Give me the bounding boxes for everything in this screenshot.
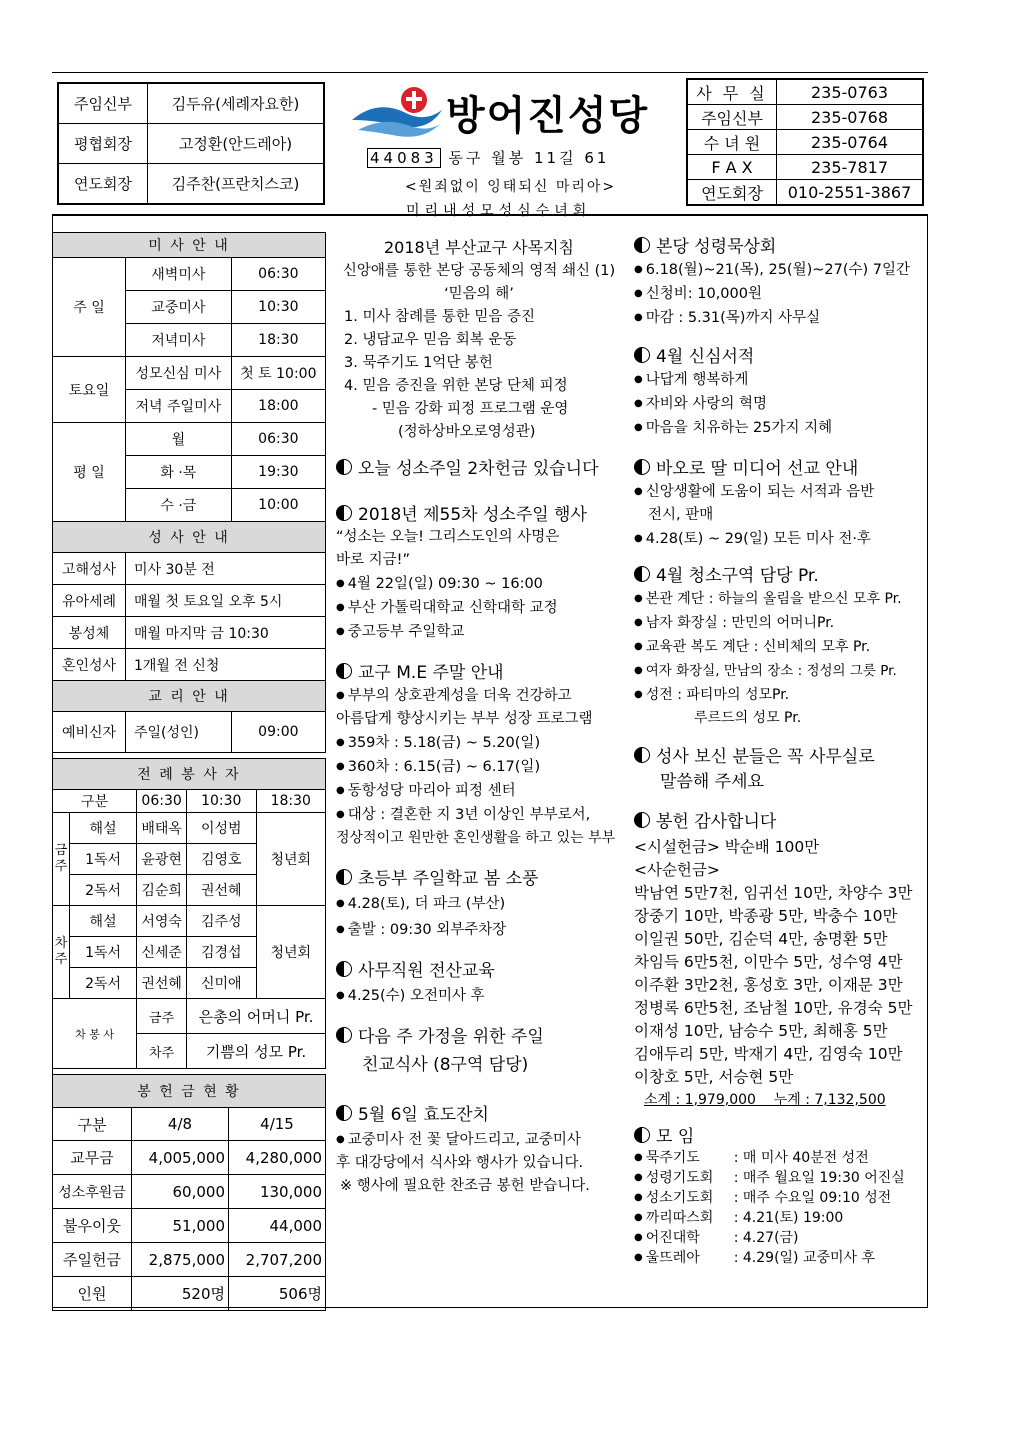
picnic-item: ● 4.28(토), 더 파크 (부산)	[336, 892, 622, 916]
lent-line: 박남연 5만7천, 임귀선 10만, 차양수 3만	[634, 884, 913, 902]
meet-item: ● 묵주기도 : 매 미사 40분전 성전	[634, 1148, 924, 1168]
guideline-title: 2018년 부산교구 사목지침	[384, 238, 574, 257]
contact-number: 235-7817	[777, 155, 924, 180]
offering-head: 4/8	[132, 1108, 229, 1141]
mass-time: 18:00	[231, 390, 325, 423]
header-left-table	[57, 82, 325, 205]
mass-name: 월	[126, 423, 232, 456]
sacrament-name: 고해성사	[53, 553, 126, 585]
mass-time: 10:30	[231, 291, 325, 324]
car-label: 차 봉 사	[53, 999, 137, 1069]
book-item: ● 자비와 사랑의 혁명	[634, 392, 924, 416]
role: 해설	[70, 813, 137, 844]
offering-amount: 520명	[132, 1277, 229, 1311]
filial-text: ● 교중미사 전 꽃 달아드리고, 교중미사	[336, 1128, 622, 1152]
sacrament-name: 유아세례	[53, 585, 126, 617]
guideline-item: 3. 묵주기도 1억단 봉헌	[344, 355, 493, 371]
server-name: 배태옥	[137, 813, 187, 844]
offering-name: 주일헌금	[53, 1243, 132, 1277]
half-circle-icon	[634, 747, 650, 763]
guideline-subitem: - 믿음 강화 피정 프로그램 운영	[372, 401, 569, 417]
offering-amount: 60,000	[132, 1175, 229, 1209]
sacrament-info: 매월 마지막 금 10:30	[126, 617, 326, 649]
half-circle-icon	[634, 237, 650, 253]
guideline-item: 1. 미사 참례를 통한 믿음 증진	[344, 309, 535, 325]
half-circle-icon	[336, 961, 352, 977]
parish-logo-icon	[348, 80, 444, 140]
me-text: 정상적이고 원만한 혼인생활을 하고 있는 부부	[336, 830, 616, 846]
header-label: 연도회장	[58, 164, 148, 205]
mass-time: 18:30	[231, 324, 325, 357]
book-item: ● 마음을 치유하는 25가지 지혜	[634, 416, 924, 440]
half-circle-icon	[336, 459, 352, 475]
meet-item: ● 까리따스회 : 4.21(토) 19:00	[634, 1208, 924, 1228]
lent-line: 이주환 3만2천, 홍성호 3만, 이재문 3만	[634, 976, 903, 994]
car-week: 금주	[137, 999, 187, 1034]
server-name: 권선혜	[187, 875, 256, 906]
offering-name: 불우이웃	[53, 1209, 132, 1243]
offering-amount: 44,000	[229, 1209, 326, 1243]
server-name: 김경섭	[187, 937, 256, 968]
book-heading: 4월 신심서적	[634, 346, 924, 368]
me-text: ● 부부의 상호관계성을 더욱 건강하고	[336, 684, 622, 708]
guideline-item: 4. 믿음 증진을 위한 본당 단체 피정	[344, 378, 568, 394]
half-circle-icon	[336, 869, 352, 885]
sidebar-table	[52, 232, 326, 753]
week-label: 금주	[53, 813, 70, 906]
me-text: 아름답게 향상시키는 부부 성장 프로그램	[336, 711, 593, 727]
clean-item: ● 성전 : 파티마의 성모Pr.	[634, 683, 924, 707]
postal-code: 44083	[367, 148, 441, 168]
offering-head: 구분	[53, 1108, 132, 1141]
clean-item: ● 남자 화장실 : 만민의 어머니Pr.	[634, 611, 924, 635]
me-item: ● 대상 : 결혼한 지 3년 이상인 부부로서,	[336, 803, 622, 827]
mass-name: 성모신심 미사	[126, 357, 232, 390]
thanks-heading: 봉헌 감사합니다	[634, 811, 924, 833]
header-value: 고정환(안드레아)	[148, 124, 325, 164]
sacrament-info: 1개월 전 신청	[126, 649, 326, 681]
half-circle-icon	[634, 812, 650, 828]
mass-time: 06:30	[231, 258, 325, 291]
offering-name: 인원	[53, 1277, 132, 1311]
guideline-subitem: (정하상바오로영성관)	[398, 424, 536, 440]
lent-line: 정병록 6만5천, 조남철 10만, 유경숙 5만	[634, 999, 913, 1017]
half-circle-icon	[634, 459, 650, 475]
me-item: ● 동항성당 마리아 피정 센터	[336, 779, 622, 803]
server-name: 서영숙	[137, 906, 187, 937]
role: 1독서	[70, 844, 137, 875]
lent-line: 이일권 50만, 김순덕 4만, 송명환 5만	[634, 930, 888, 948]
mass-request-2: 말씀해 주세요	[660, 772, 764, 792]
half-circle-icon	[634, 1127, 650, 1143]
server-name: 김주성	[187, 906, 256, 937]
vocation-item: ● 부산 가톨릭대학교 신학대학 교정	[336, 596, 622, 620]
mass-name: 교중미사	[126, 291, 232, 324]
address: 동구 월봉 11길 61	[448, 149, 610, 167]
offering-amount: 51,000	[132, 1209, 229, 1243]
mass-name: 수 ·금	[126, 489, 232, 522]
meet-heading: 모 임	[634, 1126, 924, 1148]
vocation-item: ● 중고등부 주일학교	[336, 620, 622, 644]
contact-label: 연도회장	[687, 180, 777, 206]
contact-label: F A X	[687, 155, 777, 180]
lent-line: 장중기 10만, 박종광 5만, 박충수 10만	[634, 907, 898, 925]
sacrament-name: 봉성체	[53, 617, 126, 649]
offering-amount: 2,707,200	[229, 1243, 326, 1277]
lent-line: 차임득 6만5천, 이만수 5만, 성수영 4만	[634, 953, 903, 971]
role: 해설	[70, 906, 137, 937]
me-item: ● 359차 : 5.18(금) ~ 5.20(일)	[336, 731, 622, 755]
filial-heading: 5월 6일 효도잔치	[336, 1104, 622, 1126]
top-rule	[52, 72, 928, 73]
sacrament-info: 매월 첫 토요일 오후 5시	[126, 585, 326, 617]
server-name: 신세준	[137, 937, 187, 968]
mass-time: 10:00	[231, 489, 325, 522]
staff-heading: 사무직원 전산교육	[336, 960, 622, 982]
contact-number: 010-2551-3867	[777, 180, 924, 206]
role: 2독서	[70, 968, 137, 999]
mass-time: 06:30	[231, 423, 325, 456]
guideline-sub: 신앙애를 통한 본당 공동체의 영적 쇄신 (1)	[342, 263, 616, 279]
offering-section-title: 봉 헌 금 현 황	[53, 1075, 326, 1108]
doctrine-info: 주일(성인)	[126, 712, 232, 753]
mass-name: 저녁 주일미사	[126, 390, 232, 423]
server-name: 김영호	[187, 844, 256, 875]
server-name: 윤광현	[137, 844, 187, 875]
server-name: 권선혜	[137, 968, 187, 999]
contact-label: 수 녀 원	[687, 130, 777, 155]
offering-head: 4/15	[229, 1108, 326, 1141]
book-item: ● 나답게 행복하게	[634, 368, 924, 392]
car-week: 차주	[137, 1034, 187, 1069]
clean-item: ● 교육관 복도 계단 : 신비체의 모후 Pr.	[634, 635, 924, 659]
header-label: 주임신부	[58, 83, 148, 124]
bible-heading: 본당 성령묵상회	[634, 236, 924, 258]
server-table	[52, 758, 326, 1069]
bible-item: ● 신청비: 10,000원	[634, 282, 924, 306]
header-contact-table	[686, 78, 924, 206]
lent-line: 이재성 10만, 남승수 5만, 최해홍 5만	[634, 1022, 888, 1040]
youth-group: 청년회	[256, 906, 326, 999]
mass-request: 성사 보신 분들은 꼭 사무실로	[634, 746, 924, 768]
me-item: ● 360차 : 6.15(금) ~ 6.17(일)	[336, 755, 622, 779]
filial-text: 후 대강당에서 식사와 행사가 있습니다.	[336, 1155, 584, 1171]
meet-item: ● 성소기도회 : 매주 수요일 09:10 성전	[634, 1188, 924, 1208]
media-heading: 바오로 딸 미디어 선교 안내	[634, 458, 924, 480]
me-heading: 교구 M.E 주말 안내	[336, 662, 622, 684]
media-item: ● 4.28(토) ~ 29(일) 모든 미사 전·후	[634, 527, 924, 551]
contact-label: 주임신부	[687, 105, 777, 130]
sacrament-info: 미사 30분 전	[126, 553, 326, 585]
clean-item: ● 여자 화장실, 만남의 장소 : 정성의 그릇 Pr.	[634, 659, 924, 683]
offering-name: 교무금	[53, 1141, 132, 1175]
youth-group: 청년회	[256, 813, 326, 906]
sunday-label: 주 일	[53, 258, 126, 357]
middle-column	[336, 228, 622, 1198]
weekday-label: 평 일	[53, 423, 126, 522]
offering-amount: 2,875,000	[132, 1243, 229, 1277]
offering-amount: 4,280,000	[229, 1141, 326, 1175]
server-name: 신미애	[187, 968, 256, 999]
server-name: 김순희	[137, 875, 187, 906]
half-circle-icon	[336, 1105, 352, 1121]
half-circle-icon	[336, 1027, 352, 1043]
filial-note: ※ 행사에 필요한 찬조금 봉헌 받습니다.	[340, 1178, 590, 1194]
vocation-quote: “성소는 오늘! 그리스도인의 사명은	[336, 529, 560, 545]
mass-time: 첫 토 10:00	[231, 357, 325, 390]
mass-section-title: 미 사 안 내	[53, 233, 326, 258]
server-head: 18:30	[256, 790, 326, 813]
media-text: 전시, 판매	[648, 507, 714, 523]
meet-item: ● 울뜨레아 : 4.29(일) 교중미사 후	[634, 1248, 924, 1268]
car-group: 은총의 어머니 Pr.	[187, 999, 326, 1034]
picnic-heading: 초등부 주일학교 봄 소풍	[336, 868, 622, 890]
offering-table	[52, 1074, 326, 1311]
right-column	[634, 236, 924, 1268]
collection-notice: 오늘 성소주일 2차헌금 있습니다	[336, 458, 622, 480]
mass-name: 새벽미사	[126, 258, 232, 291]
parish-title: 방어진성당	[446, 93, 650, 139]
parish-motto: <원죄없이 잉태되신 마리아>	[405, 179, 617, 195]
vocation-heading: 2018년 제55차 성소주일 행사	[336, 504, 622, 526]
offering-name: 성소후원금	[53, 1175, 132, 1209]
server-head: 10:30	[187, 790, 256, 813]
half-circle-icon	[336, 663, 352, 679]
convent-name: 미리내성모성심수녀회	[406, 203, 592, 219]
offering-subtotal: 소계 : 1,979,000 누계 : 7,132,500	[644, 1092, 886, 1108]
guideline-item: 2. 냉담교우 믿음 회복 운동	[344, 332, 517, 348]
mass-name: 화 ·목	[126, 456, 232, 489]
lent-line: 이창호 5만, 서승현 5만	[634, 1068, 794, 1086]
bible-item: ● 마감 : 5.31(목)까지 사무실	[634, 306, 924, 330]
meal-heading-2: 친교식사 (8구역 담당)	[362, 1055, 529, 1075]
header-value: 김주찬(프란치스코)	[148, 164, 325, 205]
role: 2독서	[70, 875, 137, 906]
server-section-title: 전 례 봉 사 자	[53, 759, 326, 790]
half-circle-icon	[336, 505, 352, 521]
lent-line: 김애두리 5만, 박재기 4만, 김영숙 10만	[634, 1045, 903, 1063]
media-text: ● 신앙생활에 도움이 되는 서적과 음반	[634, 480, 924, 504]
mass-time: 19:30	[231, 456, 325, 489]
lent-title: <사순헌금>	[634, 861, 720, 879]
meet-item: ● 어진대학 : 4.27(금)	[634, 1228, 924, 1248]
half-circle-icon	[634, 566, 650, 582]
doctrine-time: 09:00	[231, 712, 325, 753]
offering-amount: 4,005,000	[132, 1141, 229, 1175]
doctrine-section-title: 교 리 안 내	[53, 681, 326, 712]
contact-number: 235-0768	[777, 105, 924, 130]
guideline-year: ‘믿음의 해’	[444, 286, 514, 302]
contact-number: 235-0764	[777, 130, 924, 155]
half-circle-icon	[634, 347, 650, 363]
contact-number: 235-0763	[777, 79, 924, 105]
clean-item: ● 본관 계단 : 하늘의 올림을 받으신 모후 Pr.	[634, 587, 924, 611]
clean-heading: 4월 청소구역 담당 Pr.	[634, 565, 924, 587]
sacrament-name: 혼인성사	[53, 649, 126, 681]
vocation-quote: 바로 지금!”	[336, 552, 410, 568]
picnic-item: ● 출발 : 09:30 외부주차장	[336, 918, 622, 942]
role: 1독서	[70, 937, 137, 968]
server-head: 06:30	[137, 790, 187, 813]
facility-offering: <시설헌금> 박순배 100만	[634, 838, 820, 856]
address-line	[367, 147, 609, 168]
clean-item: 루르드의 성모 Pr.	[694, 710, 802, 726]
meet-item: ● 성령기도회 : 매주 월요일 19:30 어진실	[634, 1168, 924, 1188]
car-group: 기쁨의 성모 Pr.	[187, 1034, 326, 1069]
mass-name: 저녁미사	[126, 324, 232, 357]
header-value: 김두유(세례자요한)	[148, 83, 325, 124]
server-name: 이성범	[187, 813, 256, 844]
doctrine-name: 예비신자	[53, 712, 126, 753]
saturday-label: 토요일	[53, 357, 126, 423]
offering-amount: 506명	[229, 1277, 326, 1311]
offering-amount: 130,000	[229, 1175, 326, 1209]
staff-item: ● 4.25(수) 오전미사 후	[336, 984, 622, 1008]
bible-item: ● 6.18(월)~21(목), 25(월)~27(수) 7일간	[634, 258, 924, 282]
server-head: 구분	[53, 790, 137, 813]
contact-label: 사 무 실	[687, 79, 777, 105]
vocation-item: ● 4월 22일(일) 09:30 ~ 16:00	[336, 572, 622, 596]
header-label: 평협회장	[58, 124, 148, 164]
sacrament-section-title: 성 사 안 내	[53, 522, 326, 553]
meal-heading: 다음 주 가정을 위한 주일	[336, 1026, 622, 1048]
week-label: 차주	[53, 906, 70, 999]
